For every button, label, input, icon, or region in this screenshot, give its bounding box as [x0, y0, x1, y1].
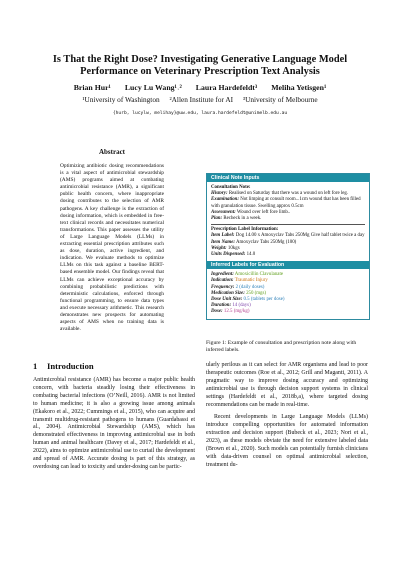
intro-paragraph-1-cont: ularly perilous as it can select for AMR organisms and lead to poor therapeutic outcomes (Roe et al., 2012; Grill and Maganti, 2011). A pragmatic way to improve dosing accuracy and optimizing antimicrobial use is through decision support systems in clinical settings (Hardefeldt et al., 2018b,a), where targeted dosing recommendations can be made in real-time.: [206, 362, 368, 408]
assessment-label: Assessment:: [211, 209, 236, 215]
author-2: Lucy Lu Wang¹˒²: [124, 83, 182, 92]
affiliation-2: ²Allen Institute for AI: [169, 95, 234, 104]
duration-key: Duration:: [211, 303, 232, 309]
frequency-value: 2 (daily doses): [235, 284, 265, 290]
weight-text: 10kgs: [227, 245, 240, 251]
consultation-heading: Consultation Note:: [211, 185, 251, 190]
exam-label: Examination:: [211, 197, 239, 203]
section-number: 1: [33, 361, 38, 371]
figure-header-inputs: Clinical Note Inputs: [207, 174, 369, 182]
units-text: 14.0: [246, 252, 256, 258]
exam-row: [211, 197, 365, 209]
section-heading-introduction: [33, 361, 203, 371]
figure-caption: Figure 1: Example of consultation and prescription note along with inferred labels.: [206, 340, 357, 354]
indication-key: Indication:: [211, 278, 234, 284]
affiliation-1: ¹University of Washington: [82, 95, 160, 104]
item-label-key: Item Label:: [211, 233, 235, 239]
abstract-text: Optimizing antibiotic dosing recommendations is a vital aspect of antimicrobial stewardship (AMS) programs aimed at combating antimicrobial resistance (AMR), a significant public health concern, where inappropriate dosing contributes to the selection of AMR pathogens. A key challenge is the extraction of dosing information, which is embedded in free-text clinical records and necessitates numerical transformations. This paper assesses the utility of Large Language Models (LLMs) in extracting essential prescription attributes such as dose, duration, active ingredient, and indication. We evaluate methods to optimize LLMs on this task against a baseline BERT-based ensemble model. Our findings reveal that LLMs can achieve exceptional accuracy by combining probabilistic predictions with deterministic calculations, enforced through functional programming, to ensure data types and execute necessary arithmetic. This research demonstrates new prospects for automating aspects of AMS when no training data is available.: [60, 163, 164, 333]
clinical-note-inputs: [207, 182, 369, 261]
paper-title: [40, 54, 360, 78]
units-key: Units Dispensed:: [211, 252, 246, 258]
med-size-key: Medication Size:: [211, 290, 245, 296]
author-3: Laura Hardefeldt³: [195, 83, 258, 92]
inferred-labels: [207, 269, 369, 318]
ingredient-key: Ingredient:: [211, 272, 234, 278]
duration-value: 14 (days): [232, 303, 251, 309]
dose-unit-key: Dose Unit Size:: [211, 297, 243, 303]
author-emails: {hurb, lucylw, melihay}@uw.edu, laura.hardefeldt@unimelb.edu.au: [112, 111, 288, 116]
intro-column-right: [206, 362, 368, 475]
dose-value: 12.5 (mg/kg): [223, 309, 250, 315]
item-label-text: Dog 14.00 x Amoxyclav Tabs 250Mg Give half tablet twice a day: [235, 233, 365, 239]
med-size-value: 250 (mgs): [246, 290, 267, 296]
title-line-1: Is That the Right Dose? Investigating Generative Language Model: [52, 54, 348, 65]
units-row: [211, 252, 365, 258]
intro-paragraph-1: Antimicrobial resistance (AMR) has become a major public health concern, with bacteria steadily losing their effectiveness in combating bacterial infections (O’Neill, 2016). AMR is not limited to human medicine; it is also a growing issue among animals (Ekakoro et al., 2022; Cummings et al., 2015), who can acquire and transmit multidrug-resistant pathogens to humans (Guardabassi et al., 2004). Antimicrobial Stewardship (AMS), which has demonstrated effectiveness in improving antimicrobial use in both human and animal healthcare (Davey et al., 2017; Hardefeldt et al., 2022), aims to optimize antimicrobial use to curtail the development and spread of AMR. Accurate dosing is part of this strategy, as overdosing can lead to toxicity and under-dosing can be partic-: [33, 377, 195, 470]
exam-text: Not limping at consult room...1cm wound that has been filled with granulation tissue. Swelling approx 0.5cm: [211, 197, 361, 209]
plan-row: [211, 216, 365, 222]
prescription-heading: Prescription Label Information:: [211, 227, 279, 233]
ingredient-value: Amoxicillin Clavulanate: [234, 272, 283, 278]
indication-value: Traumatic Injury: [234, 278, 268, 284]
affiliation-list: [40, 95, 360, 105]
author-4: Meliha Yetisgen¹: [271, 83, 327, 92]
item-name-key: Item Name:: [211, 239, 236, 245]
figure-divider: [211, 224, 365, 225]
figure-1: [206, 173, 370, 320]
section-title: Introduction: [47, 361, 94, 371]
abstract-heading: Abstract: [98, 148, 126, 156]
history-text: Realised on Saturday that there was a wound on left fore leg.: [228, 191, 349, 197]
affiliation-3: ³University of Melbourne: [242, 95, 318, 104]
figure-header-labels: Inferred Labels for Evaluation: [207, 261, 369, 269]
dose-unit-value: 0.5 (tablets per dose): [243, 297, 285, 303]
dose-key: Dose:: [211, 309, 223, 315]
plan-text: Recheck in a week.: [223, 216, 262, 222]
dose-row: [211, 309, 365, 315]
assessment-text: Wound over left fore limb..: [236, 209, 291, 215]
history-label: History:: [211, 191, 228, 197]
frequency-key: Frequency:: [211, 284, 235, 290]
intro-paragraph-2: Recent developments in Large Language Models (LLMs) introduce compelling opportunities for automated information extraction and decision support (Bubeck et al., 2023; Nori et al., 2023), as these models obviate the need for extensive labeled data (Brown et al., 2020). Such models can potentially furnish clinicians with data-driven counsel on optimal antimicrobial selection, treatment du-: [206, 414, 368, 468]
weight-key: Weight:: [211, 245, 227, 251]
title-line-2: Performance on Veterinary Prescription Text Analysis: [80, 66, 320, 77]
item-name-text: Amoxyclav Tabs 250Mg (100): [236, 239, 297, 245]
author-1: Brian Hur¹: [73, 83, 111, 92]
plan-label: Plan:: [211, 216, 223, 222]
intro-column-left: [33, 377, 195, 477]
author-list: [40, 83, 360, 93]
